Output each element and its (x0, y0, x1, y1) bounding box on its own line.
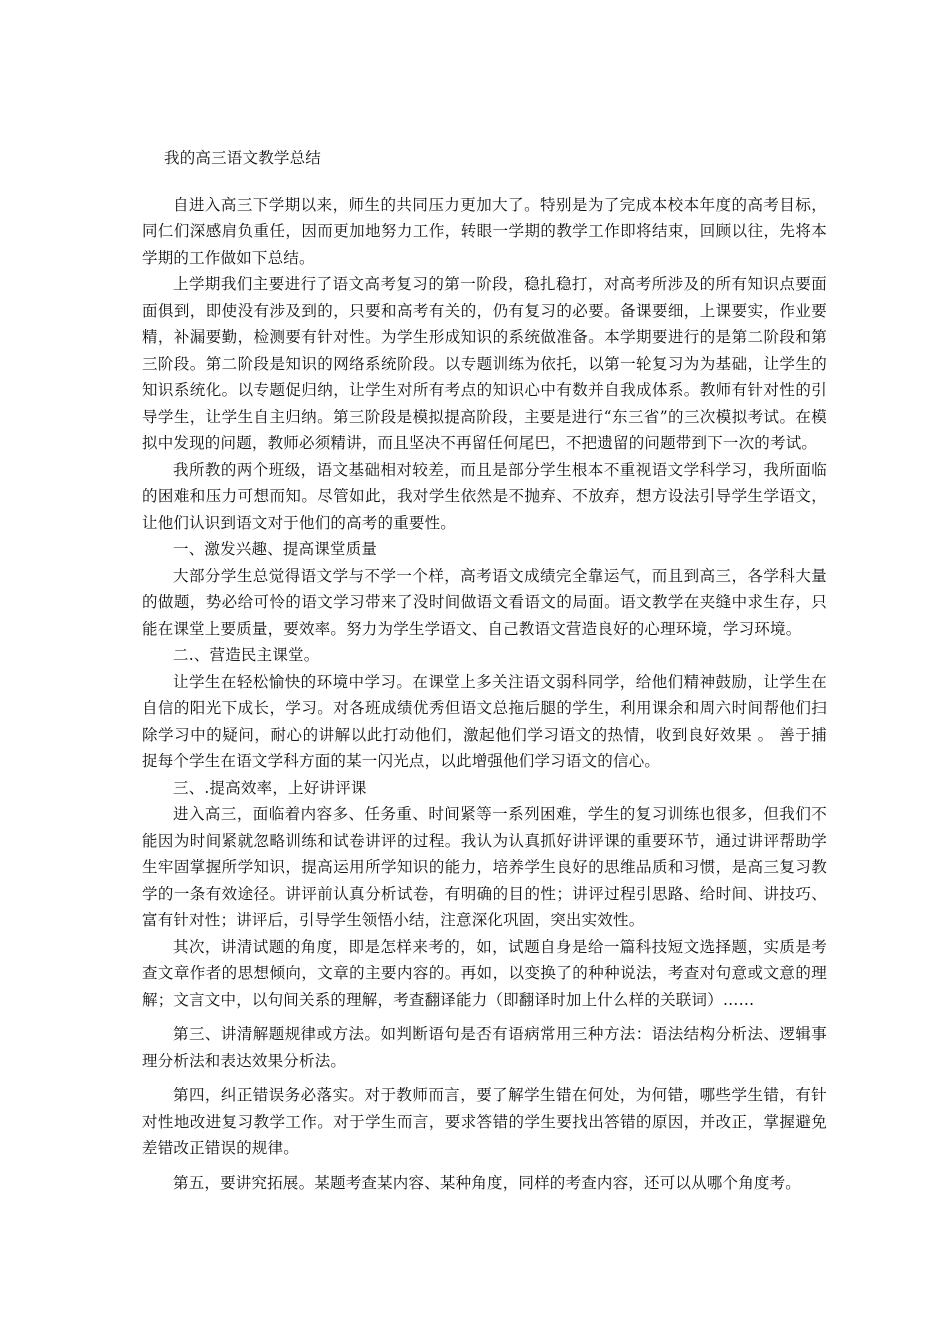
paragraph-gap (142, 1074, 827, 1082)
section-heading-2: 二.、营造民主课堂。 (173, 646, 320, 664)
section-heading-3: 三、.提高效率，上好讲评课 (173, 778, 367, 797)
paragraph-democratic-class: 让学生在轻松愉快的环境中学习。在课堂上多关注语文弱科同学，给他们精神鼓励，让学生在自信的阳光下成长，学习。对各班成绩优秀但语文总拖后腿的学生，利用课余和周六时间帮他们扫除学习中的疑问，耐心的讲解以此打动他们，激起他们学习语文的热情，收到良好效果 。 善于捕捉每个学生在语文学科方面的某一闪光点，以此增强他们学习语文的信心。 (142, 672, 827, 770)
paragraph-review-class: 进入高三，面临着内容多、任务重、时间紧等一系列困难，学生的复习训练也很多，但我们不能因为时间紧就忽略训练和试卷讲评的过程。我认为认真抓好讲评课的重要环节，通过讲评帮助学生牢固掌握所学知识，提高运用所学知识的能力，培养学生良好的思维品质和习惯，是高三复习教学的一条有效途径。讲评前认真分析试卷，有明确的目的性；讲评过程引思路、给时间、讲技巧、富有针对性；讲评后，引导学生领悟小结，注意深化巩固，突出实效性。 (142, 805, 827, 929)
paragraph-gap (142, 1162, 827, 1170)
paragraph-review-stages: 上学期我们主要进行了语文高考复习的第一阶段，稳扎稳打，对高考所涉及的所有知识点要面面俱到，即使没有涉及到的，只要和高考有关的，仍有复习的必要。备课要细，上课要实，作业要精，补漏要勤，检测要有针对性。为学生形成知识的系统做准备。本学期要进行的是第二阶段和第三阶段。第二阶段是知识的网络系统阶段。以专题训练为依托，以第一轮复习为为基础，让学生的知识系统化。以专题促归纳，让学生对所有考点的知识心中有数并自我成体系。教师有针对性的引导学生，让学生自主归纳。第三阶段是模拟提高阶段，主要是进行“东三省”的三次模拟考试。在模拟中发现的问题，教师必须精讲，而且坚决不再留任何尾巴，不把遗留的问题带到下一次的考试。 (142, 275, 827, 452)
paragraph-intro: 自进入高三下学期以来，师生的共同压力更加大了。特别是为了完成本校本年度的高考目标，同仁们深感肩负重任，因而更加地努力工作，转眼一学期的教学工作即将结束，回顾以往，先将本学期的工作做如下总结。 (142, 195, 827, 267)
paragraph-third-point: 第三、讲清解题规律或方法。如判断语句是否有语病常用三种方法：语法结构分析法、逻辑事理分析法和表达效果分析法。 (142, 1025, 827, 1070)
document-body (142, 145, 827, 1196)
paragraph-question-angle: 其次，讲清试题的角度，即是怎样来考的，如，试题自身是给一篇科技短文选择题，实质是考查文章作者的思想倾向，文章的主要内容的。再如，以变换了的种种说法，考查对句意或文意的理解；文言文中，以句间关系的理解，考查翻译能力（即翻译时加上什么样的关联词）…… (142, 937, 827, 1009)
section-heading-1: 一、激发兴趣、提高课堂质量 (173, 540, 378, 558)
paragraph-fifth-point: 第五，要讲究拓展。某题考查某内容、某种角度，同样的考查内容，还可以从哪个角度考。 (173, 1173, 802, 1192)
paragraph-class-situation: 我所教的两个班级，语文基础相对较差，而且是部分学生根本不重视语文学科学习，我所面临的困难和压力可想而知。尽管如此，我对学生依然是不抛弃、不放弃，想方设法引导学生学语文，让他们认识到语文对于他们的高考的重要性。 (142, 460, 827, 532)
paragraph-interest: 大部分学生总觉得语文学与不学一个样，高考语文成绩完全靠运气，而且到高三，各学科大量的做题，势必给可怜的语文学习带来了没时间做语文看语文的局面。语文教学在夹缝中求生存，只能在课堂上要质量，要效率。努力为学生学语文、自己教语文营造良好的心理环境，学习环境。 (142, 566, 827, 638)
paragraph-gap (142, 1013, 827, 1021)
document-title: 我的高三语文教学总结 (164, 149, 322, 167)
paragraph-fourth-point: 第四，纠正错误务必落实。对于教师而言，要了解学生错在何处，为何错，哪些学生错，有针对性地改进复习教学工作。对于学生而言，要求答错的学生要找出答错的原因，并改正，掌握避免差错改正错误的规律。 (142, 1086, 827, 1157)
